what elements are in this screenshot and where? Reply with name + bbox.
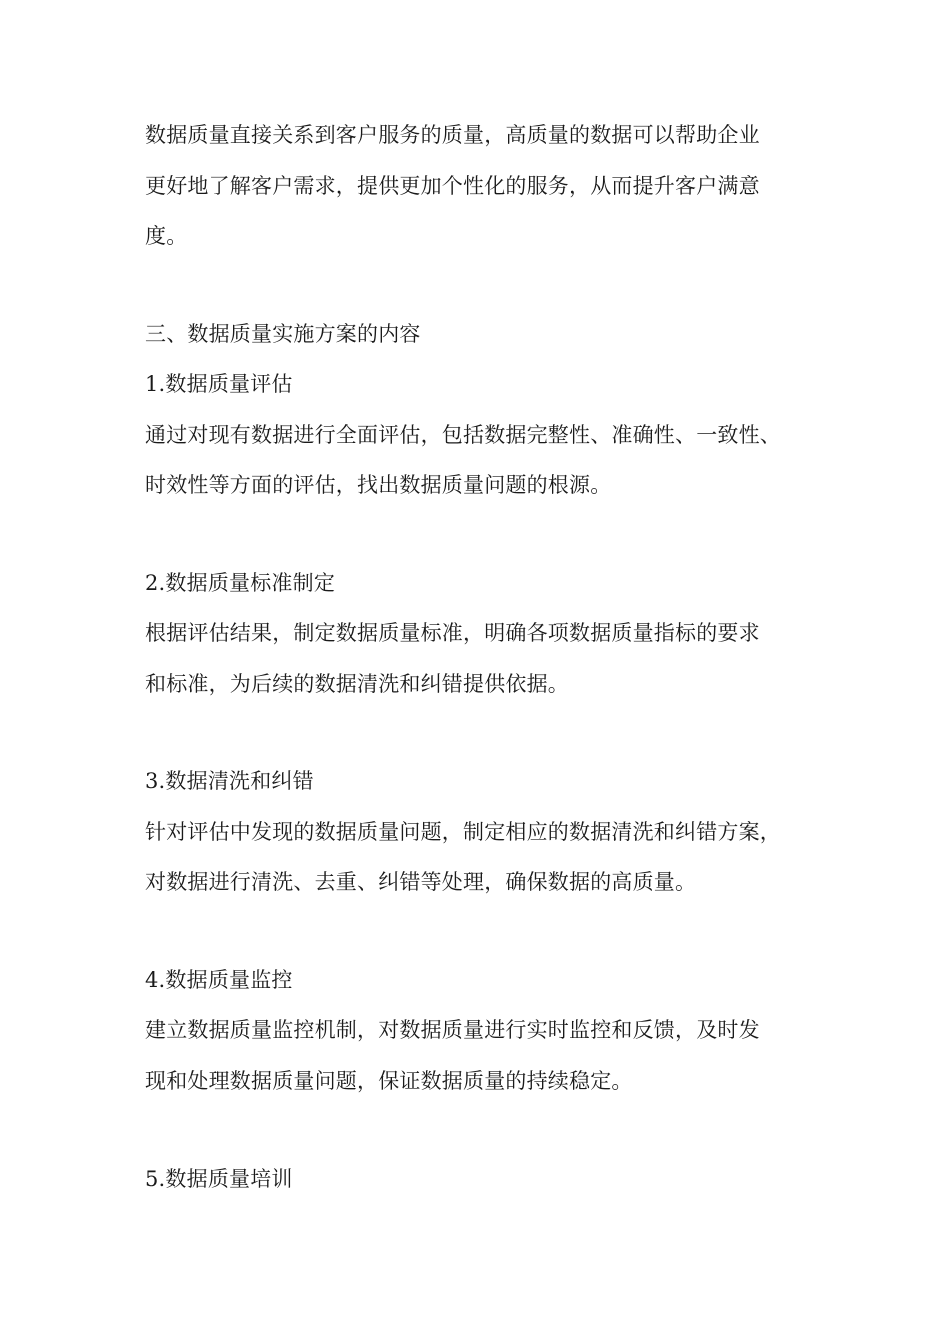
item-3-heading: 3.数据清洗和纠错 — [145, 769, 314, 793]
intro-paragraph-line-3: 度。 — [145, 224, 188, 248]
item-4-text-line-2: 现和处理数据质量问题，保证数据质量的持续稳定。 — [145, 1069, 633, 1093]
item-3-text-line-2: 对数据进行清洗、去重、纠错等处理，确保数据的高质量。 — [145, 870, 697, 894]
item-1-text-line-2: 时效性等方面的评估，找出数据质量问题的根源。 — [145, 473, 612, 497]
item-2-text-line-2: 和标准，为后续的数据清洗和纠错提供依据。 — [145, 672, 569, 696]
item-5-heading: 5.数据质量培训 — [145, 1167, 293, 1191]
item-2-text-line-1: 根据评估结果，制定数据质量标准，明确各项数据质量指标的要求 — [145, 621, 760, 645]
item-1-heading: 1.数据质量评估 — [145, 372, 293, 396]
item-1-text-line-1: 通过对现有数据进行全面评估，包括数据完整性、准确性、一致性、 — [145, 423, 781, 447]
item-4-text-line-1: 建立数据质量监控机制，对数据质量进行实时监控和反馈，及时发 — [145, 1018, 760, 1042]
item-4-heading: 4.数据质量监控 — [145, 968, 293, 992]
intro-paragraph-line-2: 更好地了解客户需求，提供更加个性化的服务，从而提升客户满意 — [145, 174, 760, 198]
section-title: 三、数据质量实施方案的内容 — [145, 322, 421, 346]
item-2-heading: 2.数据质量标准制定 — [145, 571, 336, 595]
intro-paragraph-line-1: 数据质量直接关系到客户服务的质量，高质量的数据可以帮助企业 — [145, 123, 760, 147]
item-3-text-line-1: 针对评估中发现的数据质量问题，制定相应的数据清洗和纠错方案， — [145, 820, 781, 844]
